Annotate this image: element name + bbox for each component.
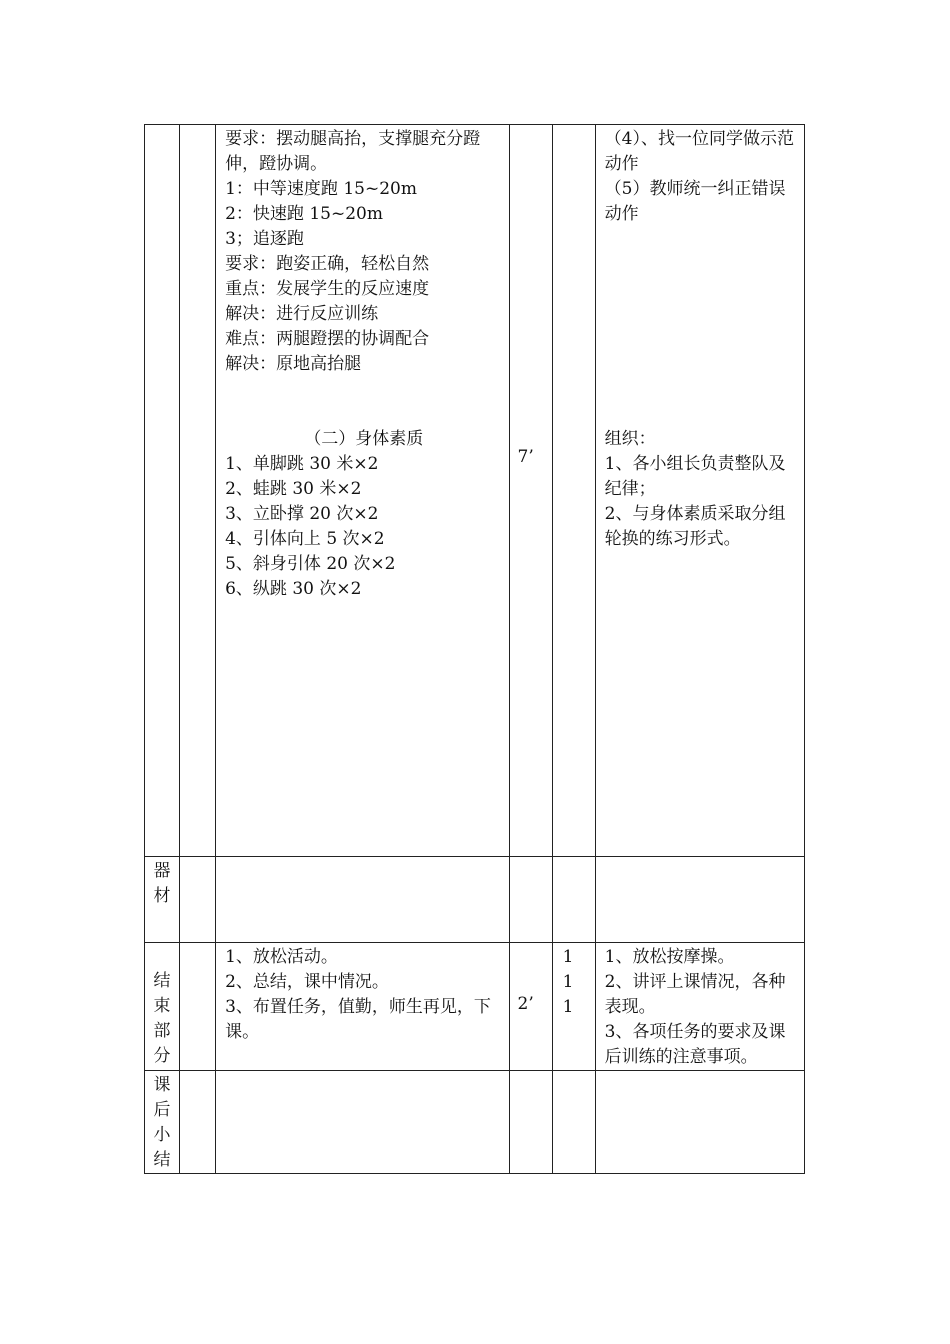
requirement-2: 要求：跑姿正确，轻松自然 — [225, 254, 430, 274]
label-char: 课 — [153, 1075, 171, 1095]
organization-1: 1、各小组长负责整队及纪律； — [604, 454, 786, 499]
spacer — [605, 377, 798, 402]
spacer — [605, 402, 798, 427]
spacer — [605, 227, 798, 252]
equipment-row — [145, 857, 805, 943]
spacer — [605, 302, 798, 327]
exercise-item: 4、引体向上 5 次×2 — [225, 529, 385, 549]
label-char: 结 — [153, 971, 171, 991]
ending-time: 2’ — [517, 994, 534, 1014]
ending-row — [145, 943, 805, 1071]
exercise-item: 2、蛙跳 30 米×2 — [225, 479, 362, 499]
empty-cell — [509, 1071, 552, 1174]
spacer — [605, 352, 798, 377]
ending-time-cell — [509, 943, 552, 1071]
drill-item-3: 3；追逐跑 — [225, 229, 304, 249]
ending-content-cell — [216, 943, 509, 1071]
spacer — [605, 252, 798, 277]
main-time: 7’ — [517, 447, 534, 467]
empty-cell — [595, 1071, 804, 1174]
ending-item: 3、布置任务，值勤，师生再见，下课。 — [225, 997, 491, 1042]
section-title: （二）身体素质 — [304, 429, 424, 449]
summary-label — [145, 1071, 180, 1174]
main-content-cell — [216, 125, 509, 857]
ending-item: 1、放松活动。 — [225, 947, 338, 967]
spacer — [225, 402, 502, 427]
lesson-plan-table — [144, 124, 805, 1174]
label-char: 后 — [153, 1100, 171, 1120]
solution-2: 解决：原地高抬腿 — [225, 354, 362, 374]
count-value: 1 — [562, 947, 574, 967]
ending-method-item: 2、讲评上课情况，各种表现。 — [604, 972, 786, 1017]
label-char: 小 — [153, 1125, 171, 1145]
ending-method-cell — [595, 943, 804, 1071]
count-value: 1 — [562, 997, 574, 1017]
empty-cell — [180, 1071, 216, 1174]
spacer — [605, 277, 798, 302]
empty-cell — [180, 943, 216, 1071]
exercise-item: 5、斜身引体 20 次×2 — [225, 554, 396, 574]
count-value: 1 — [562, 972, 574, 992]
main-method-cell — [595, 125, 804, 857]
main-row — [145, 125, 805, 857]
main-count-cell — [552, 125, 595, 857]
empty-cell — [595, 857, 804, 943]
drill-item-1: 1：中等速度跑 15~20m — [225, 179, 417, 199]
method-4: （4）、找一位同学做示范动作 — [604, 129, 794, 174]
organization-label: 组织： — [604, 429, 656, 449]
label-char: 结 — [153, 1150, 171, 1170]
equipment-label — [145, 857, 180, 943]
label-char: 器 — [153, 861, 171, 881]
organization-2: 2、与身体素质采取分组轮换的练习形式。 — [604, 504, 786, 549]
exercise-item: 1、单脚跳 30 米×2 — [225, 454, 379, 474]
main-sub-cell — [180, 125, 216, 857]
spacer — [225, 377, 502, 402]
equipment-content-cell — [216, 857, 509, 943]
label-char: 部 — [153, 1021, 171, 1041]
summary-row — [145, 1071, 805, 1174]
summary-content-cell — [216, 1071, 509, 1174]
key-point: 重点：发展学生的反应速度 — [225, 279, 430, 299]
ending-label — [145, 943, 180, 1071]
label-char: 束 — [153, 996, 171, 1016]
ending-item: 2、总结，课中情况。 — [225, 972, 389, 992]
empty-cell — [180, 857, 216, 943]
label-char: 材 — [153, 886, 171, 906]
empty-cell — [509, 857, 552, 943]
exercise-item: 3、立卧撑 20 次×2 — [225, 504, 379, 524]
empty-cell — [552, 1071, 595, 1174]
ending-method-item: 3、各项任务的要求及课后训练的注意事项。 — [604, 1022, 786, 1067]
drill-item-2: 2：快速跑 15~20m — [225, 204, 383, 224]
ending-count-cell — [552, 943, 595, 1071]
spacer — [605, 327, 798, 352]
requirement-1: 要求：摆动腿高抬，支撑腿充分蹬伸，蹬协调。 — [225, 129, 481, 174]
label-char: 分 — [153, 1046, 171, 1066]
exercise-item: 6、纵跳 30 次×2 — [225, 579, 362, 599]
difficulty: 难点：两腿蹬摆的协调配合 — [225, 329, 430, 349]
main-label-cell — [145, 125, 180, 857]
empty-cell — [552, 857, 595, 943]
method-5: （5）教师统一纠正错误动作 — [604, 179, 786, 224]
ending-method-item: 1、放松按摩操。 — [604, 947, 735, 967]
main-time-cell — [509, 125, 552, 857]
solution-1: 解决：进行反应训练 — [225, 304, 379, 324]
